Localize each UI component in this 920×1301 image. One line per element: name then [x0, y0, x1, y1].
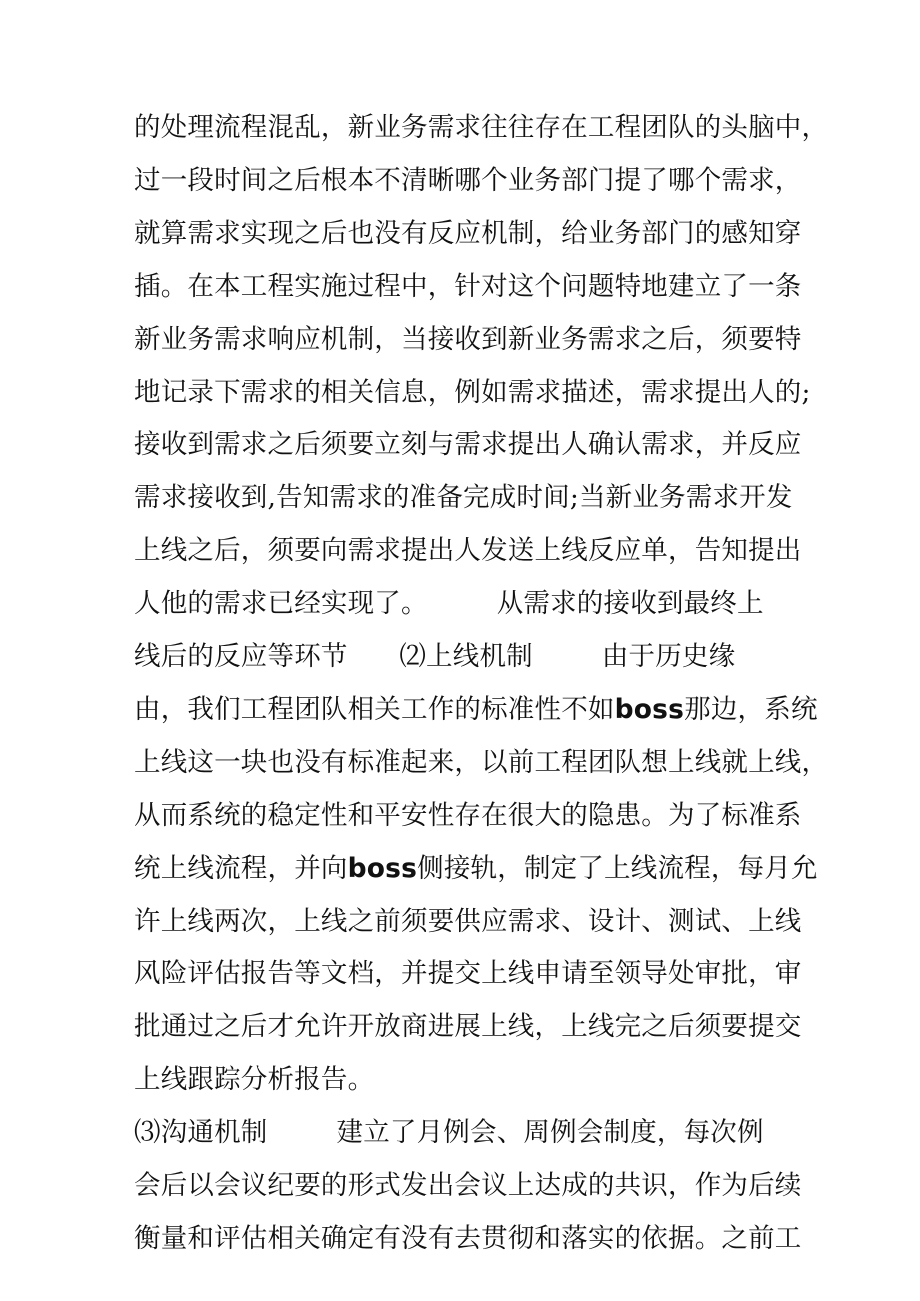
text-segment: 批通过之后才允许开放商进展上线，上线完之后须要提交	[134, 1011, 802, 1043]
paragraph-line	[134, 577, 764, 631]
text-segment: 会后以会议纪要的形式发出会议上达成的共识，作为后续	[134, 1170, 802, 1201]
text-segment: 过一段时间之后根本不清晰哪个业务部门提了哪个需求，	[134, 164, 802, 196]
paragraph-line	[134, 1053, 374, 1107]
paragraph-line	[134, 895, 802, 949]
paragraph-line	[134, 418, 802, 472]
paragraph-line	[134, 154, 802, 208]
text-segment: 侧接轨，制定了上线流程，每月允	[417, 852, 818, 884]
text-segment: 线后的反应等环节 ⑵上线机制 由于历史缘	[134, 641, 736, 672]
text-segment: 上线跟踪分析报告。	[134, 1064, 375, 1096]
paragraph-line	[134, 1212, 802, 1266]
paragraph-line	[134, 524, 802, 578]
paragraph-line	[134, 683, 818, 737]
text-segment: 从而系统的稳定性和平安性存在很大的隐患。为了标准系	[134, 799, 802, 831]
text-segment: 接收到需求之后须要立刻与需求提出人确认需求，并反应	[134, 429, 802, 461]
paragraph-line	[134, 630, 735, 684]
text-segment: 插。在本工程实施过程中，针对这个问题特地建立了一条	[134, 270, 802, 302]
text-segment: 地记录下需求的相关信息，例如需求描述，需求提出人的;	[134, 376, 811, 408]
text-segment: 统上线流程，并向	[134, 852, 348, 884]
text-segment: 由，我们工程团队相关工作的标准性不如	[134, 693, 615, 725]
paragraph-line	[134, 947, 802, 1001]
paragraph-line	[134, 842, 818, 896]
text-segment: 新业务需求响应机制，当接收到新业务需求之后，须要特	[134, 323, 802, 355]
paragraph-line	[134, 471, 793, 525]
text-segment: 就算需求实现之后也没有反应机制，给业务部门的感知穿	[134, 217, 802, 249]
text-segment: 上线这一块也没有标准起来，以前工程团队想上线就上线，	[134, 746, 829, 778]
text-segment: 许上线两次，上线之前须要供应需求、设计、测试、上线	[134, 905, 802, 937]
latin-term: boss	[347, 852, 418, 884]
paragraph-line	[134, 1159, 802, 1213]
paragraph-line	[134, 101, 828, 155]
text-segment: 上线之后，须要向需求提出人发送上线反应单，告知提出	[134, 535, 802, 567]
text-segment: 人他的需求已经实现了。 从需求的接收到最终上	[134, 588, 764, 620]
paragraph-line	[134, 366, 811, 420]
latin-term: boss	[614, 693, 685, 725]
paragraph-line	[134, 313, 802, 367]
text-segment: 的处理流程混乱，新业务需求往往存在工程团队的头脑中，	[134, 112, 829, 143]
paragraph-line	[134, 1000, 802, 1054]
paragraph-line	[134, 260, 802, 314]
text-segment: 那边，系统	[684, 693, 818, 725]
paragraph-line	[134, 207, 802, 261]
paragraph-line	[134, 789, 802, 843]
paragraph-line	[134, 1106, 764, 1160]
text-segment: ⑶沟通机制 建立了月例会、周例会制度，每次例	[134, 1117, 764, 1149]
text-segment: 风险评估报告等文档，并提交上线申请至领导处审批，审	[134, 958, 802, 990]
text-segment: 衡量和评估相关确定有没有去贯彻和落实的依据。之前工	[134, 1222, 802, 1254]
text-segment: 需求接收到,告知需求的准备完成时间;当新业务需求开发	[134, 482, 793, 514]
paragraph-line	[134, 736, 828, 790]
